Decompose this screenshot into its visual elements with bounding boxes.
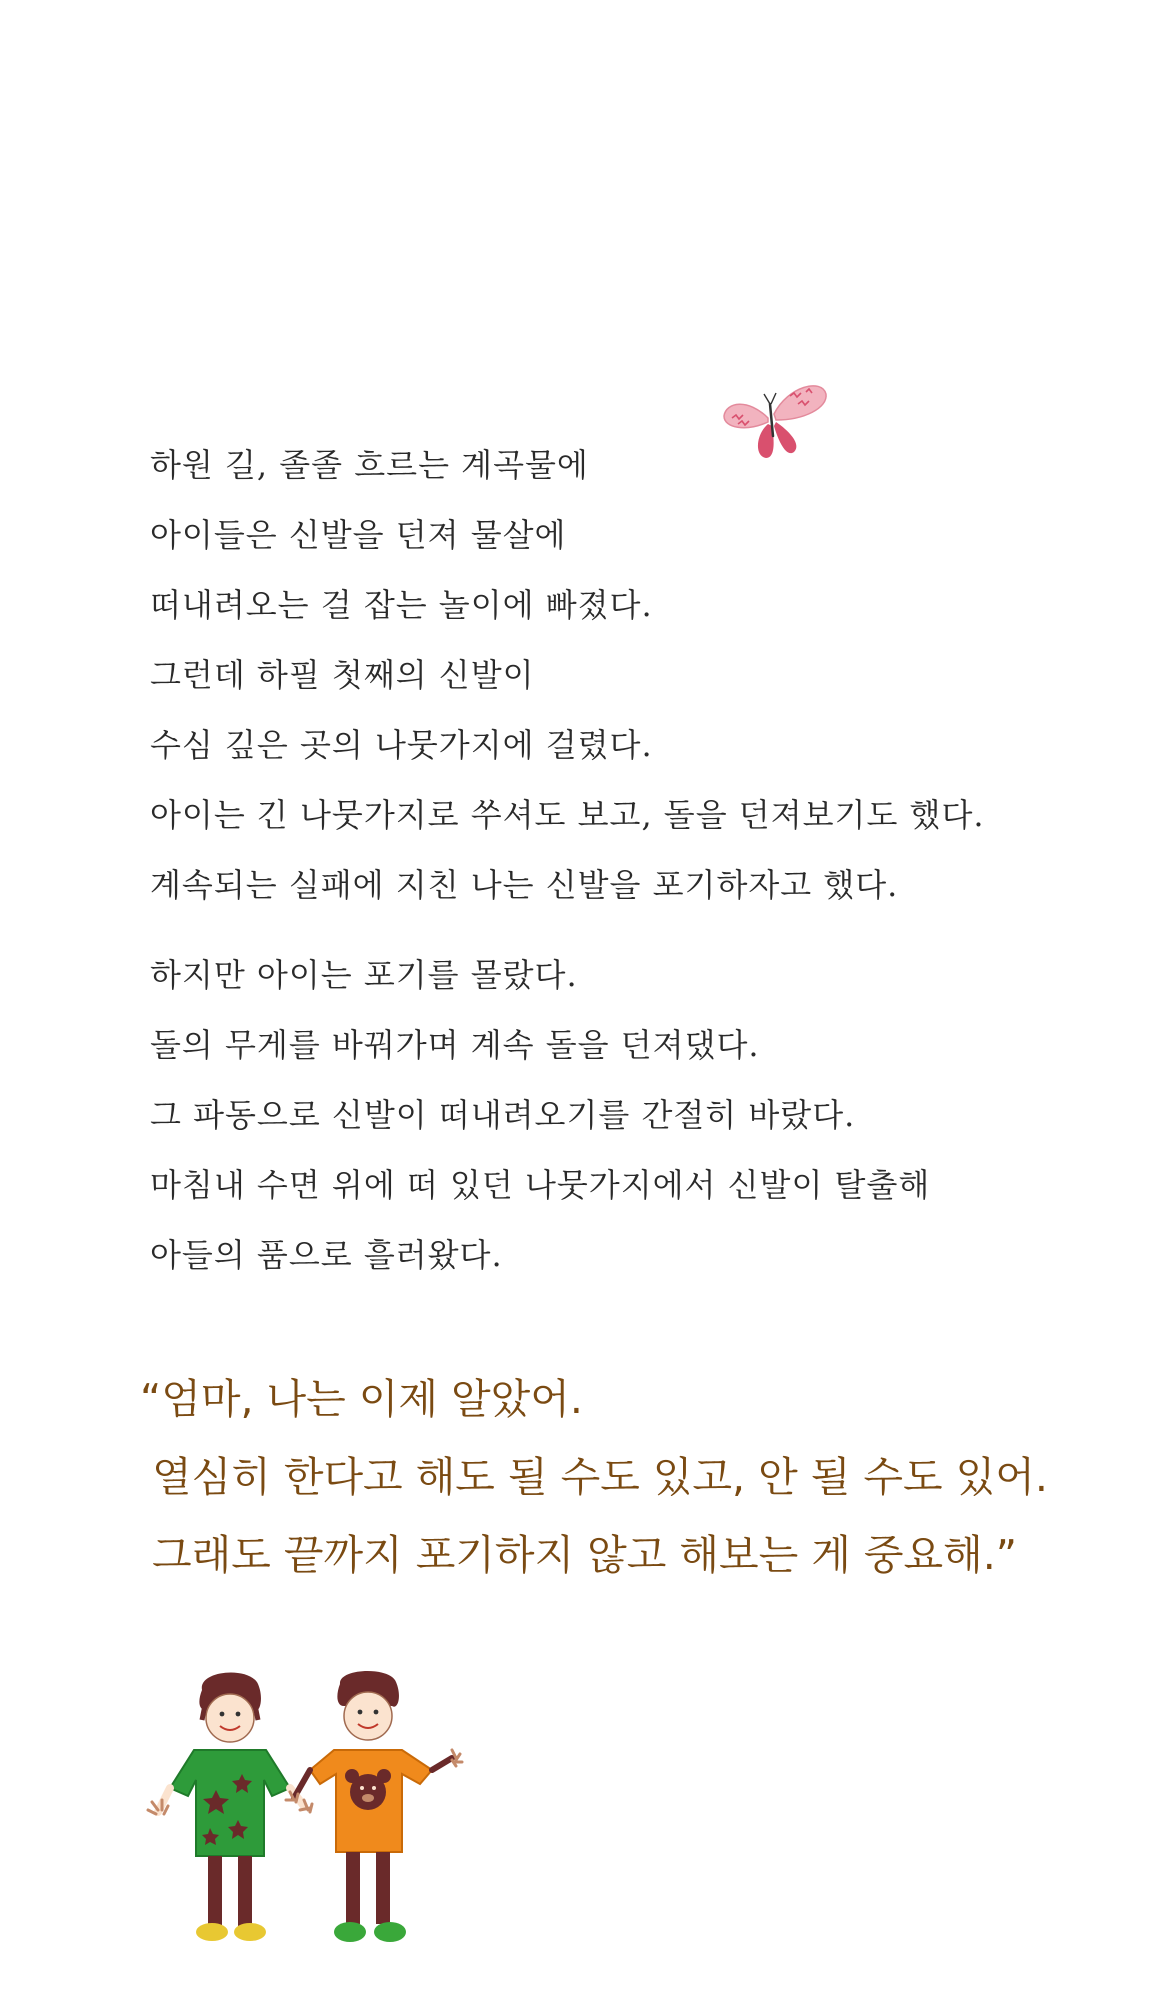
story-line: 마침내 수면 위에 떠 있던 나뭇가지에서 신발이 탈출해 <box>150 1166 931 1204</box>
quote-line: 그래도 끝까지 포기하지 않고 해보는 게 중요해.” <box>152 1531 1017 1579</box>
two-children-drawing <box>140 1670 480 1970</box>
story-line: 그런데 하필 첫째의 신발이 <box>150 656 535 694</box>
story-paragraph-2 <box>150 940 1050 1290</box>
story-line: 돌의 무게를 바꿔가며 계속 돌을 던져댔다. <box>150 1026 760 1064</box>
story-line: 아이들은 신발을 던져 물살에 <box>150 516 567 554</box>
quote-line: 열심히 한다고 해도 될 수도 있고, 안 될 수도 있어. <box>152 1453 1048 1501</box>
quote-line: “엄마, 나는 이제 알았어. <box>140 1375 583 1423</box>
story-line: 수심 깊은 곳의 나뭇가지에 걸렸다. <box>150 726 653 764</box>
child-green-shirt <box>148 1673 312 1941</box>
story-line: 그 파동으로 신발이 떠내려오기를 간절히 바랐다. <box>150 1096 856 1134</box>
story-line: 떠내려오는 걸 잡는 놀이에 빠졌다. <box>150 586 653 624</box>
story-paragraph-1 <box>150 430 1050 920</box>
story-line: 하원 길, 졸졸 흐르는 계곡물에 <box>150 446 589 484</box>
story-line: 아들의 품으로 흘러왔다. <box>150 1236 503 1274</box>
story-line: 계속되는 실패에 지친 나는 신발을 포기하자고 했다. <box>150 866 899 904</box>
story-line: 하지만 아이는 포기를 몰랐다. <box>150 956 578 994</box>
child-quote <box>140 1360 1100 1594</box>
story-line: 아이는 긴 나뭇가지로 쑤셔도 보고, 돌을 던져보기도 했다. <box>150 796 985 834</box>
